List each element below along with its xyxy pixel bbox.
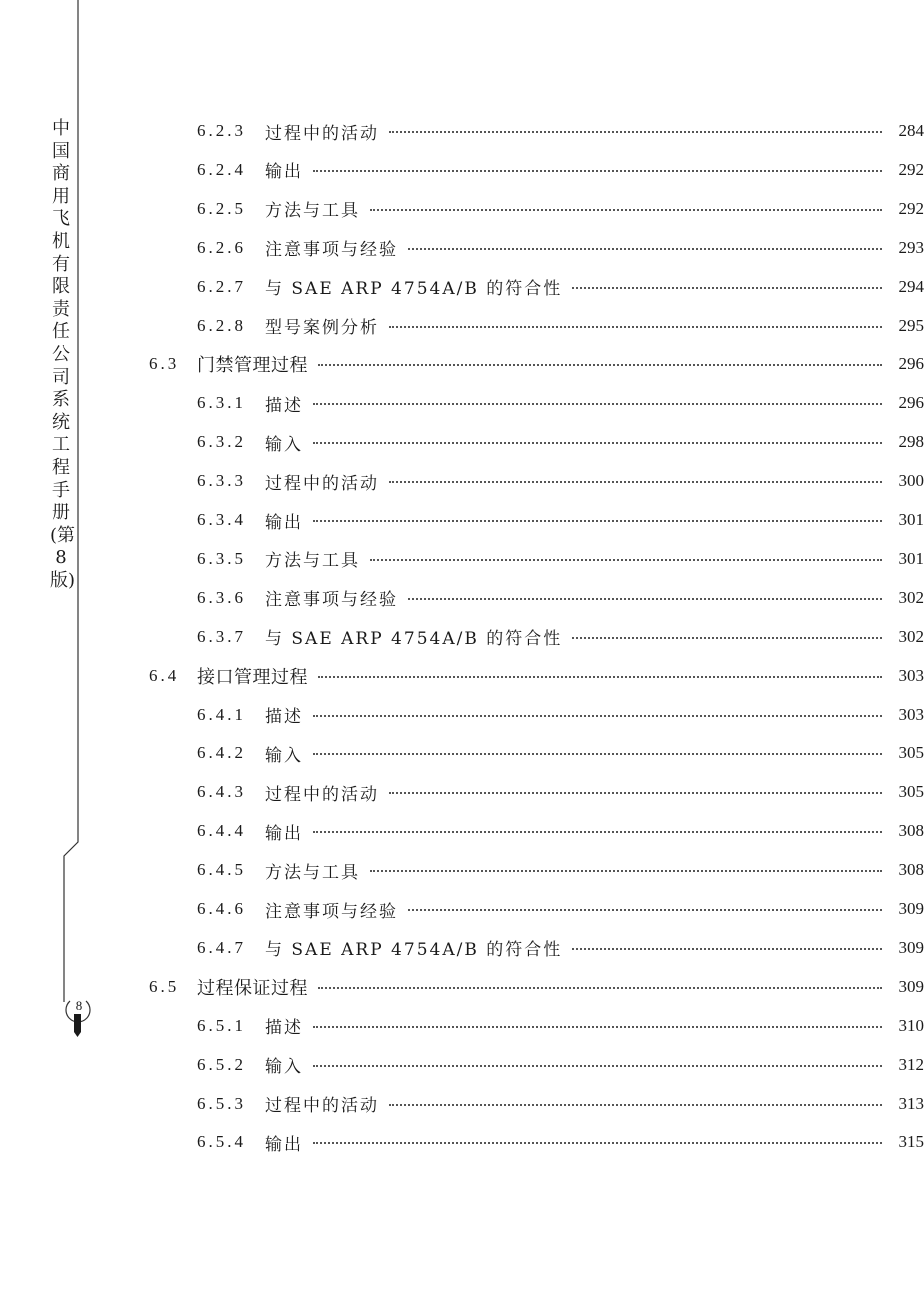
toc-entry-page: 302	[898, 626, 924, 646]
toc-entry-title: 与 SAE ARP 4754A/B 的符合性	[265, 940, 563, 961]
toc-dot-leader	[313, 1026, 882, 1028]
toc-entry[interactable]	[0, 116, 924, 146]
toc-dot-leader	[408, 248, 882, 250]
toc-entry-number: 6.3.2	[197, 432, 246, 452]
toc-entry[interactable]	[0, 155, 924, 185]
toc-entry[interactable]	[0, 972, 924, 1002]
toc-entry-page: 296	[898, 393, 924, 413]
toc-entry-number: 6.4.5	[197, 860, 246, 880]
toc-dot-leader	[313, 442, 882, 444]
toc-entry[interactable]	[0, 272, 924, 302]
toc-entry-page: 303	[898, 704, 924, 724]
toc-entry-page: 300	[898, 471, 924, 491]
book-title-vertical: 中国商用飞机有限责任公司系统工程手册(第8版)	[50, 118, 76, 591]
toc-entry-page: 284	[898, 121, 924, 140]
toc-entry-page: 315	[898, 1132, 924, 1152]
toc-entry[interactable]	[0, 233, 924, 263]
toc-entry-page: 302	[898, 587, 924, 607]
toc-entry[interactable]	[0, 349, 924, 379]
toc-dot-leader	[313, 520, 882, 522]
toc-entry-page: 298	[898, 432, 924, 452]
toc-entry-title: 描述	[265, 395, 303, 416]
toc-entry[interactable]	[0, 700, 924, 730]
toc-entry-number: 6.2.7	[197, 276, 246, 296]
toc-dot-leader	[318, 676, 882, 678]
toc-entry-number: 6.4.6	[197, 899, 246, 918]
toc-dot-leader	[313, 1065, 882, 1067]
toc-entry-title: 描述	[265, 707, 303, 727]
toc-entry-title: 方法与工具	[265, 201, 360, 222]
toc-entry-title: 方法与工具	[265, 862, 360, 883]
toc-entry[interactable]	[0, 855, 924, 885]
toc-entry[interactable]	[0, 933, 924, 963]
toc-entry[interactable]	[0, 661, 924, 691]
toc-dot-leader	[389, 481, 882, 483]
toc-entry-title: 门禁管理过程	[197, 355, 308, 377]
toc-entry-number: 6.4.7	[197, 937, 246, 957]
toc-entry-page: 303	[898, 665, 924, 685]
toc-entry[interactable]	[0, 816, 924, 846]
toc-dot-leader	[313, 1142, 882, 1144]
toc-dot-leader	[313, 753, 882, 755]
toc-dot-leader	[408, 909, 882, 911]
toc-dot-leader	[370, 209, 882, 211]
toc-entry-page: 295	[898, 315, 924, 335]
toc-entry[interactable]	[0, 1050, 924, 1080]
toc-entry-number: 6.5.3	[197, 1093, 246, 1113]
toc-entry-number: 6.4.1	[197, 704, 246, 724]
toc-entry-page: 305	[898, 743, 924, 763]
toc-entry[interactable]	[0, 1089, 924, 1119]
toc-entry-page: 308	[898, 860, 924, 880]
toc-entry-number: 6.4	[149, 665, 180, 685]
toc-entry-title: 接口管理过程	[197, 666, 308, 688]
toc-entry-number: 6.4.4	[197, 821, 246, 841]
toc-entry[interactable]	[0, 1127, 924, 1157]
toc-entry[interactable]	[0, 427, 924, 457]
toc-entry[interactable]	[0, 738, 924, 768]
toc-entry[interactable]	[0, 194, 924, 224]
toc-entry-number: 6.3.6	[197, 587, 246, 607]
toc-entry-number: 6.2.8	[197, 315, 246, 335]
toc-entry-number: 6.2.5	[197, 198, 246, 218]
toc-entry-number: 6.2.6	[197, 237, 246, 257]
toc-entry-number: 6.3.4	[197, 510, 246, 529]
toc-entry[interactable]	[0, 1011, 924, 1041]
toc-entry-page: 294	[898, 276, 924, 296]
toc-dot-leader	[572, 287, 882, 289]
toc-entry-number: 6.2.3	[197, 121, 246, 140]
toc-entry-number: 6.5.4	[197, 1132, 246, 1152]
toc-entry-number: 6.3.1	[197, 393, 246, 413]
toc-dot-leader	[389, 326, 882, 328]
toc-dot-leader	[318, 987, 882, 989]
toc-entry-page: 310	[898, 1015, 924, 1035]
toc-entry-title: 输出	[265, 823, 303, 844]
toc-entry-title: 过程中的活动	[265, 1096, 379, 1116]
toc-entry-number: 6.3	[149, 354, 180, 374]
toc-entry-number: 6.5	[149, 976, 180, 996]
toc-dot-leader	[313, 403, 882, 405]
toc-entry-title: 型号案例分析	[265, 318, 379, 338]
toc-entry[interactable]	[0, 466, 924, 496]
toc-entry-page: 301	[898, 548, 924, 568]
toc-entry-title: 描述	[265, 1018, 303, 1039]
toc-entry[interactable]	[0, 894, 924, 924]
toc-entry-number: 6.3.3	[197, 471, 246, 491]
toc-entry-title: 输出	[265, 162, 303, 183]
toc-dot-leader	[370, 559, 882, 561]
toc-entry[interactable]	[0, 583, 924, 613]
toc-entry[interactable]	[0, 388, 924, 418]
toc-entry-title: 输入	[265, 745, 303, 766]
page-number: 8	[75, 998, 83, 1013]
toc-entry-title: 输入	[265, 434, 303, 455]
toc-dot-leader	[572, 637, 882, 639]
toc-dot-leader	[313, 831, 882, 833]
toc-entry-number: 6.3.7	[197, 626, 246, 646]
toc-entry-page: 292	[898, 159, 924, 179]
toc-dot-leader	[389, 792, 882, 794]
toc-dot-leader	[313, 715, 882, 717]
toc-entry-number: 6.2.4	[197, 159, 246, 179]
toc-dot-leader	[408, 598, 882, 600]
toc-entry-number: 6.4.2	[197, 743, 246, 763]
toc-entry-title: 过程中的活动	[265, 784, 379, 805]
toc-entry-title: 输入	[265, 1057, 303, 1078]
toc-entry[interactable]	[0, 777, 924, 807]
toc-entry[interactable]	[0, 544, 924, 574]
toc-entry-title: 与 SAE ARP 4754A/B 的符合性	[265, 629, 563, 650]
toc-entry-number: 6.5.2	[197, 1054, 246, 1074]
toc-entry-page: 309	[898, 937, 924, 957]
toc-entry-page: 292	[898, 198, 924, 218]
toc-entry-page: 313	[898, 1093, 924, 1113]
toc-entry-title: 注意事项与经验	[265, 901, 398, 922]
toc-dot-leader	[389, 1104, 882, 1106]
toc-entry[interactable]	[0, 505, 924, 535]
toc-entry-title: 与 SAE ARP 4754A/B 的符合性	[265, 279, 563, 300]
toc-entry-title: 输出	[265, 512, 303, 533]
toc-entry-title: 注意事项与经验	[265, 240, 398, 261]
toc-entry-title: 注意事项与经验	[265, 590, 398, 611]
toc-entry[interactable]	[0, 311, 924, 341]
toc-entry-page: 301	[898, 510, 924, 529]
toc-dot-leader	[572, 948, 882, 950]
toc-dot-leader	[370, 870, 882, 872]
toc-entry-title: 过程中的活动	[265, 123, 379, 144]
toc-entry-title: 输出	[265, 1134, 303, 1155]
toc-entry-page: 309	[898, 976, 924, 996]
toc-dot-leader	[313, 170, 882, 172]
toc-entry-number: 6.3.5	[197, 548, 246, 568]
toc-entry-title: 方法与工具	[265, 551, 360, 572]
toc-entry-number: 6.4.3	[197, 782, 246, 802]
toc-dot-leader	[389, 131, 882, 133]
toc-entry-title: 过程中的活动	[265, 473, 379, 494]
toc-entry-page: 293	[898, 237, 924, 257]
toc-entry-page: 296	[898, 354, 924, 374]
toc-entry[interactable]	[0, 622, 924, 652]
toc-entry-number: 6.5.1	[197, 1015, 246, 1035]
toc-entry-page: 309	[898, 899, 924, 918]
toc-entry-page: 312	[898, 1054, 924, 1074]
toc-dot-leader	[318, 364, 882, 366]
toc-entry-page: 308	[898, 821, 924, 841]
toc-entry-title: 过程保证过程	[197, 977, 308, 999]
toc-entry-page: 305	[898, 782, 924, 802]
